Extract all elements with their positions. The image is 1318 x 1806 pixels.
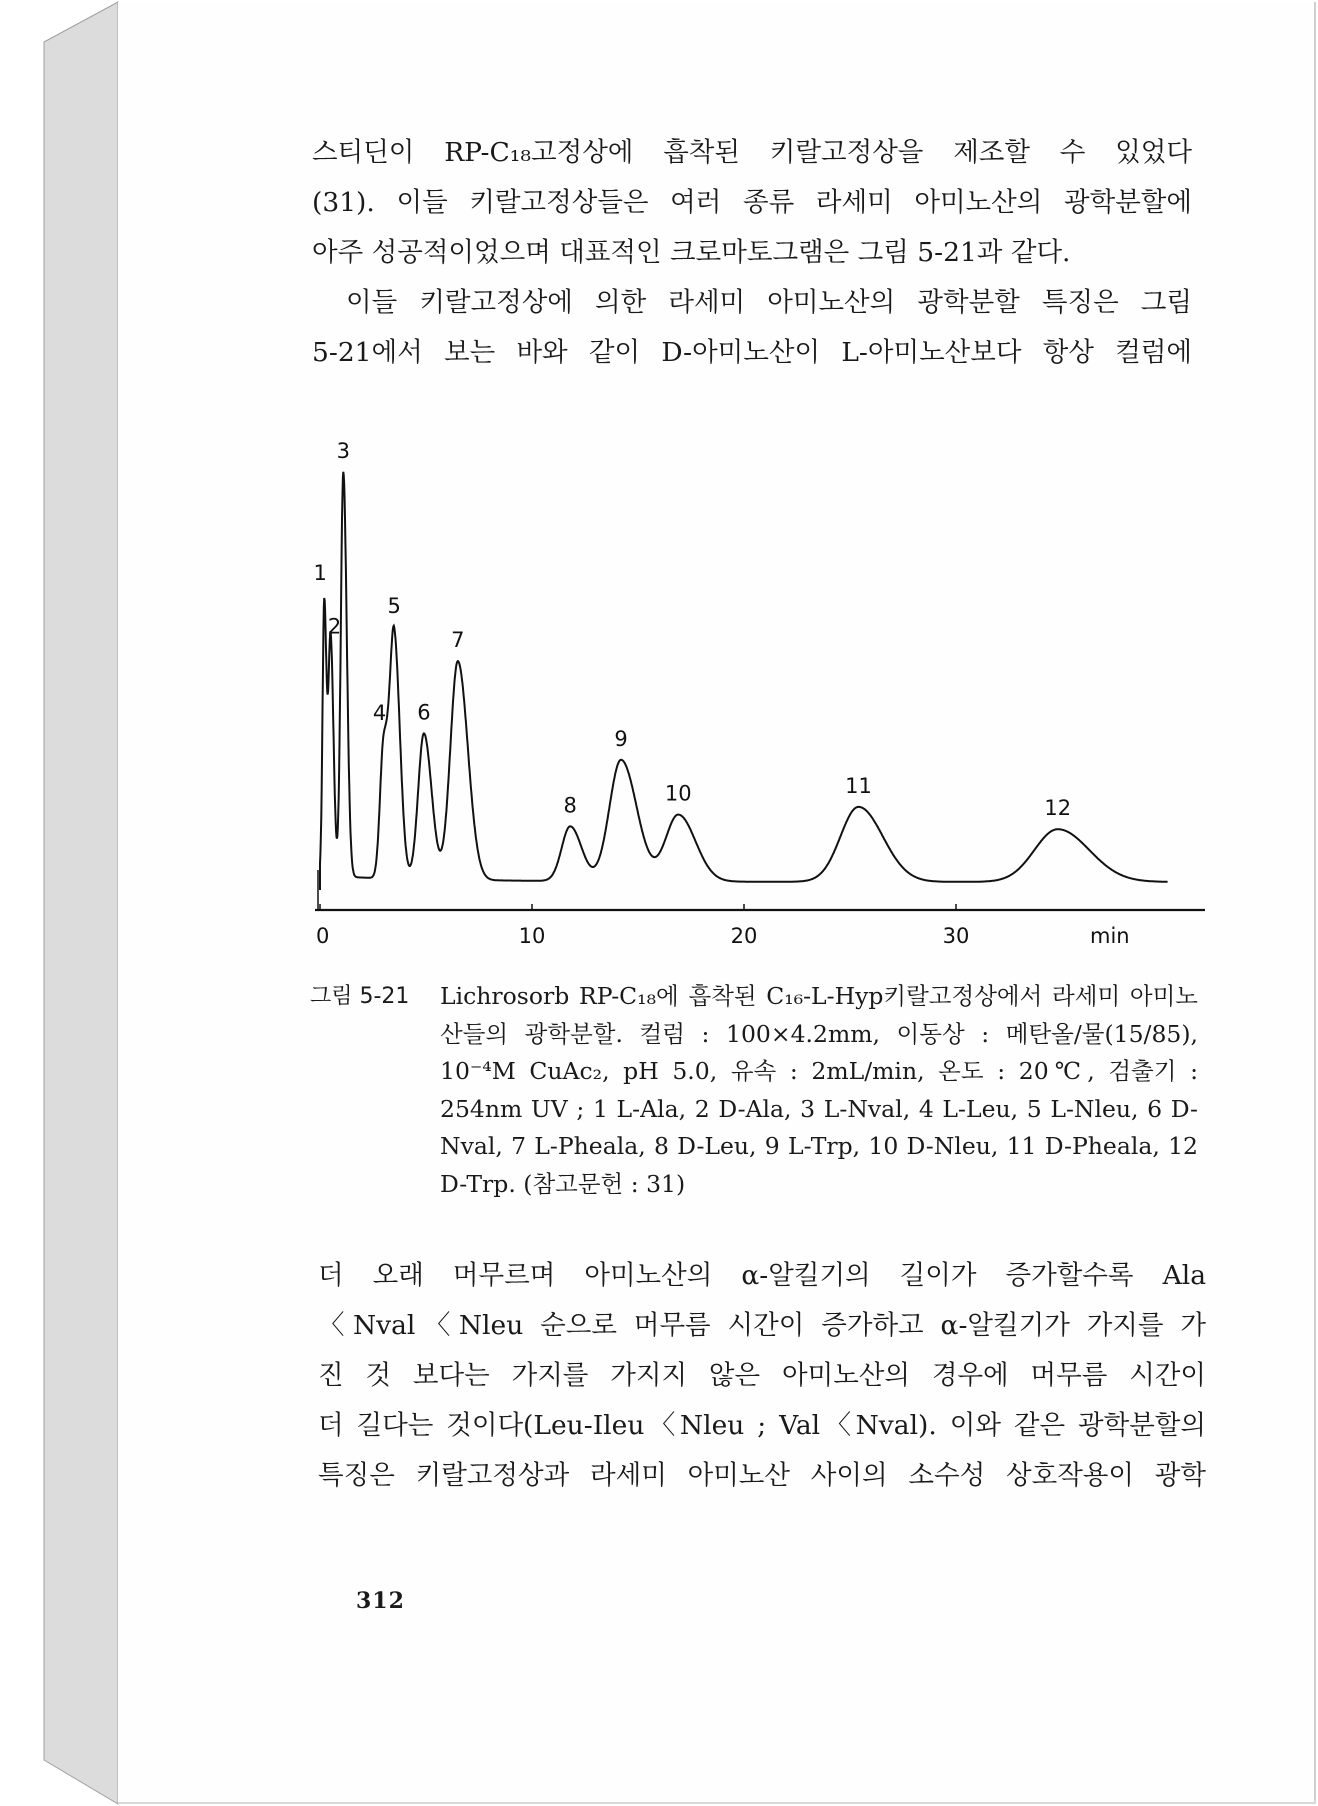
x-tick-label-20: 20 <box>730 924 758 948</box>
peak-label-5: 5 <box>387 594 401 619</box>
text-line: 〈Nval〈Nleu 순으로 머무름 시간이 증가하고 α-알킬기가 가지를 가 <box>318 1310 1206 1341</box>
peak-label-12: 12 <box>1044 796 1072 821</box>
book-spine-side <box>44 2 118 1804</box>
peak-label-7: 7 <box>451 628 465 653</box>
text-line: 더 오래 머무르며 아미노산의 α-알킬기의 길이가 증가할수록 Ala <box>318 1260 1206 1291</box>
x-axis <box>315 870 1205 910</box>
peak-label-10: 10 <box>664 781 692 806</box>
x-axis-unit-label: min <box>1090 924 1130 948</box>
text-line: 5-21에서 보는 바와 같이 D-아미노산이 L-아미노산보다 항상 컬럼에 <box>312 337 1192 368</box>
peak-label-9: 9 <box>614 726 628 751</box>
text-line: 아주 성공적이었으며 대표적인 크로마토그램은 그림 5-21과 같다. <box>312 237 1071 268</box>
x-tick-label-0: 0 <box>316 924 330 948</box>
text-line: 진 것 보다는 가지를 가지지 않은 아미노산의 경우에 머무름 시간이 <box>318 1360 1206 1391</box>
peak-labels <box>314 439 1072 820</box>
x-tick-label-10: 10 <box>518 924 546 948</box>
peak-label-8: 8 <box>563 793 577 818</box>
page-number: 312 <box>356 1588 405 1614</box>
peak-label-6: 6 <box>417 700 431 725</box>
peak-label-3: 3 <box>336 438 350 463</box>
peak-label-4: 4 <box>372 701 387 726</box>
x-tick-label-30: 30 <box>942 924 970 948</box>
bottom-paragraph <box>318 1251 1206 1501</box>
text-line: (31). 이들 키랄고정상들은 여러 종류 라세미 아미노산의 광학분할에 <box>312 187 1192 218</box>
chromatogram-trace <box>320 472 1168 890</box>
text-line: 더 길다는 것이다(Leu-Ileu〈Nleu ; Val〈Nval). 이와 같은 광학분할의 <box>318 1410 1206 1441</box>
text-line: 이들 키랄고정상에 의한 라세미 아미노산의 광학분할 특징은 그림 <box>346 287 1192 318</box>
top-paragraph <box>312 128 1192 378</box>
peak-label-11: 11 <box>845 773 872 798</box>
peak-label-1: 1 <box>313 561 327 585</box>
text-line: 스티딘이 RP-C₁₈고정상에 흡착된 키랄고정상을 제조할 수 있었다 <box>312 137 1192 168</box>
text-line: 특징은 키랄고정상과 라세미 아미노산 사이의 소수성 상호작용이 광학 <box>318 1460 1206 1491</box>
figure-caption-text: Lichrosorb RP-C₁₈에 흡착된 C₁₆-L-Hyp키랄고정상에서 라세미 아미노산들의 광학분할. 컬럼 : 100×4.2mm, 이동상 : 메탄올/물(15/85), 10⁻⁴M CuAc₂, pH 5.0, 유속 : 2mL/min, 온도 : 20℃, 검출기 : 254nm UV ; 1 L-Ala, 2 D-Ala, 3 L-Nval, 4 L-Leu, 5 L-Nleu, 6 D-Nval, 7 L-Pheala, 8 D-Leu, 9 L-Trp, 10 D-Nleu, 11 D-Pheala, 12 D-Trp. (참고문헌 : 31) <box>440 982 1198 1198</box>
chromatogram-chart <box>300 435 1220 955</box>
peak-label-2: 2 <box>327 614 342 639</box>
figure-label: 그림 5-21 <box>310 984 410 1009</box>
